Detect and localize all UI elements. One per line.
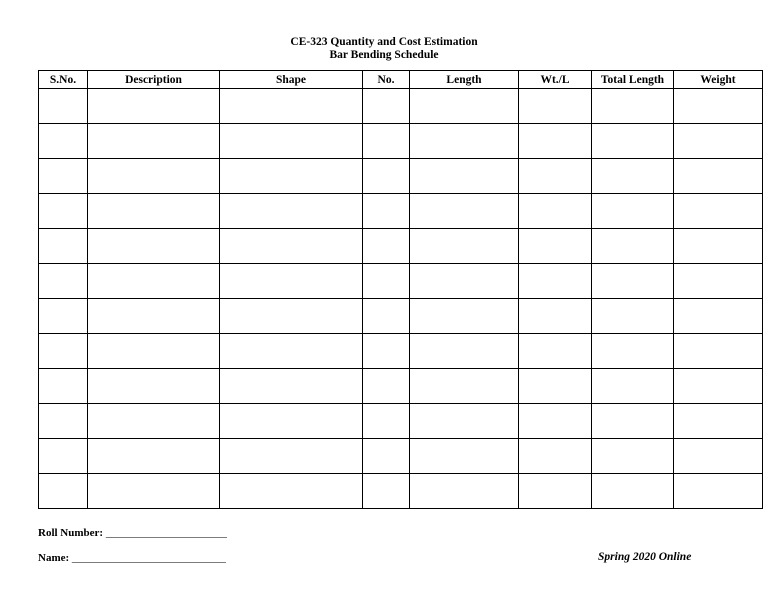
table-cell (220, 194, 363, 229)
table-cell (88, 159, 220, 194)
table-row (39, 159, 763, 194)
document-title: CE-323 Quantity and Cost Estimation (290, 36, 478, 48)
table-cell (519, 264, 592, 299)
table-cell (220, 474, 363, 509)
table-cell (39, 159, 88, 194)
table-cell (519, 229, 592, 264)
table-cell (363, 334, 410, 369)
table-cell (220, 229, 363, 264)
column-header-weight: Weight (674, 71, 763, 89)
table-cell (39, 264, 88, 299)
table-cell (592, 404, 674, 439)
name-label: Name: (38, 552, 70, 564)
table-cell (220, 404, 363, 439)
table-cell (88, 124, 220, 159)
table-cell (674, 299, 763, 334)
table-cell (410, 89, 519, 124)
table-cell (592, 334, 674, 369)
table-cell (220, 89, 363, 124)
table-row (39, 89, 763, 124)
table-cell (88, 334, 220, 369)
table-cell (674, 124, 763, 159)
name-blank: ____________________________ (71, 552, 226, 564)
table-cell (519, 194, 592, 229)
table-cell (410, 404, 519, 439)
table-cell (519, 124, 592, 159)
table-cell (592, 369, 674, 404)
table-cell (220, 159, 363, 194)
table-row (39, 229, 763, 264)
table-cell (519, 474, 592, 509)
table-cell (39, 334, 88, 369)
table-cell (39, 439, 88, 474)
table-cell (88, 229, 220, 264)
table-cell (88, 404, 220, 439)
column-header-no: No. (363, 71, 410, 89)
table-cell (363, 89, 410, 124)
table-cell (88, 194, 220, 229)
table-cell (363, 299, 410, 334)
table-cell (674, 194, 763, 229)
table-cell (363, 264, 410, 299)
table-cell (363, 439, 410, 474)
table-cell (363, 474, 410, 509)
table-header-row (39, 71, 763, 89)
table-cell (674, 404, 763, 439)
table-cell (220, 439, 363, 474)
table-cell (88, 474, 220, 509)
table-cell (220, 369, 363, 404)
table-cell (410, 299, 519, 334)
table-cell (88, 264, 220, 299)
column-header-description: Description (88, 71, 220, 89)
table-cell (519, 299, 592, 334)
document-subtitle: Bar Bending Schedule (329, 49, 439, 61)
table-cell (410, 229, 519, 264)
table-cell (592, 299, 674, 334)
table-cell (410, 124, 519, 159)
table-cell (39, 404, 88, 439)
table-cell (220, 299, 363, 334)
roll-number-label: Roll Number: (38, 527, 104, 539)
column-header-length: Length (410, 71, 519, 89)
table-row (39, 369, 763, 404)
table-cell (39, 194, 88, 229)
table-cell (410, 439, 519, 474)
table-cell (363, 229, 410, 264)
table-cell (410, 334, 519, 369)
table-cell (674, 264, 763, 299)
table-cell (88, 369, 220, 404)
roll-number-blank: ______________________ (105, 527, 227, 539)
column-header-total-length: Total Length (592, 71, 674, 89)
table-cell (592, 159, 674, 194)
table-row (39, 474, 763, 509)
table-cell (363, 124, 410, 159)
table-cell (363, 369, 410, 404)
table-cell (519, 369, 592, 404)
table-cell (363, 194, 410, 229)
table-cell (39, 474, 88, 509)
roll-number-field (38, 527, 227, 539)
table-cell (363, 159, 410, 194)
table-row (39, 124, 763, 159)
table-cell (674, 334, 763, 369)
table-cell (220, 264, 363, 299)
table-cell (519, 439, 592, 474)
table-cell (519, 404, 592, 439)
table-cell (592, 474, 674, 509)
table-cell (519, 89, 592, 124)
table-cell (592, 229, 674, 264)
table-cell (410, 194, 519, 229)
table-row (39, 264, 763, 299)
name-field (38, 552, 226, 564)
table-cell (39, 229, 88, 264)
table-row (39, 194, 763, 229)
table-cell (88, 89, 220, 124)
column-header-shape: Shape (220, 71, 363, 89)
table-cell (220, 334, 363, 369)
table-cell (519, 159, 592, 194)
table-cell (519, 334, 592, 369)
column-header-wt-per-l: Wt./L (519, 71, 592, 89)
table-cell (674, 439, 763, 474)
table-cell (220, 124, 363, 159)
table-row (39, 334, 763, 369)
table-cell (39, 299, 88, 334)
table-body (39, 89, 763, 509)
bar-bending-schedule-table (38, 70, 763, 509)
table-cell (410, 159, 519, 194)
table-cell (674, 229, 763, 264)
table-cell (674, 474, 763, 509)
table-cell (39, 89, 88, 124)
term-label: Spring 2020 Online (598, 551, 692, 563)
table-row (39, 439, 763, 474)
table-cell (39, 124, 88, 159)
table-cell (410, 264, 519, 299)
table-cell (592, 264, 674, 299)
table-cell (410, 474, 519, 509)
table-cell (39, 369, 88, 404)
table-cell (592, 194, 674, 229)
table-cell (674, 89, 763, 124)
table-cell (592, 89, 674, 124)
table-cell (410, 369, 519, 404)
table-cell (592, 439, 674, 474)
table-cell (363, 404, 410, 439)
table-cell (592, 124, 674, 159)
table-cell (674, 159, 763, 194)
table-cell (88, 299, 220, 334)
column-header-sno: S.No. (39, 71, 88, 89)
table-cell (674, 369, 763, 404)
table-row (39, 404, 763, 439)
table-row (39, 299, 763, 334)
table-cell (88, 439, 220, 474)
